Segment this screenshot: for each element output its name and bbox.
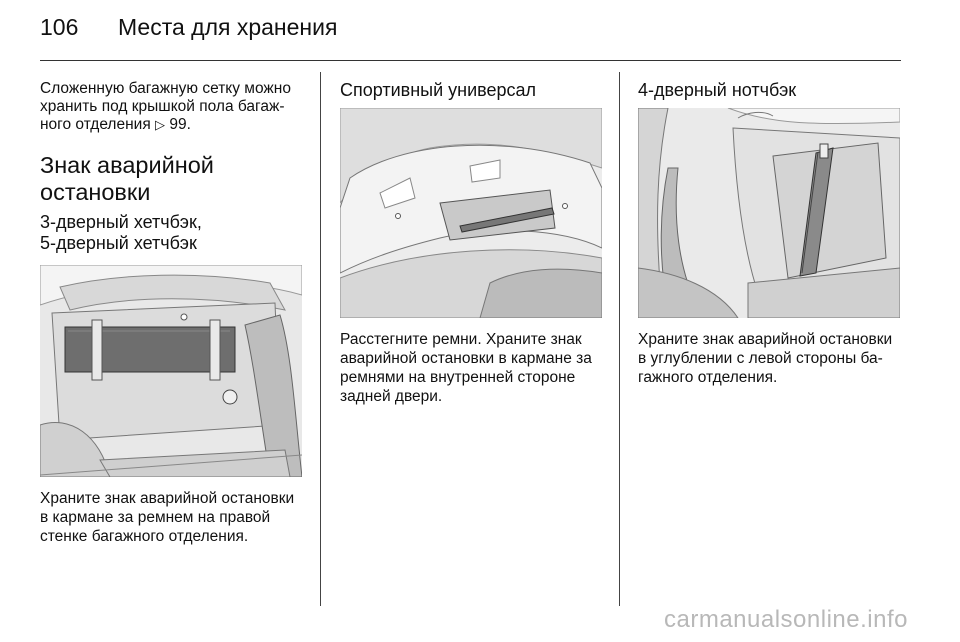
caption-3-line-3: гажного отделения.	[638, 369, 778, 386]
caption-3-line-1: Храните знак аварийной остановки	[638, 331, 893, 348]
caption-2-line-3: ремнями на внутренней стороне	[340, 369, 576, 386]
watermark: carmanualsonline.info	[664, 606, 908, 633]
section-heading-line-1: Знак аварийной	[40, 152, 214, 178]
intro-text-line-2: хранить под крышкой пола багаж-	[40, 98, 285, 115]
notchback-heading: 4-дверный нотчбэк	[638, 80, 797, 100]
arrow-reference-icon: ▷	[155, 117, 166, 132]
sports-tourer-tailgate-illustration	[340, 108, 602, 318]
column-divider-2	[619, 72, 620, 606]
page-header-title: Места для хранения	[118, 14, 338, 40]
subheading-line-2: 5-дверный хетчбэк	[40, 233, 197, 253]
caption-3-line-2: в углублении с левой стороны ба-	[638, 350, 883, 367]
caption-2-line-4: задней двери.	[340, 388, 443, 405]
section-heading-line-2: остановки	[40, 179, 151, 205]
caption-2-line-1: Расстегните ремни. Храните знак	[340, 331, 582, 348]
caption-1-line-3: стенке багажного отделения.	[40, 528, 249, 545]
intro-text-line-3-text: ного отделения	[40, 116, 156, 133]
caption-2-line-2: аварийной остановки в кармане за	[340, 350, 592, 367]
cross-reference-link[interactable]: 99.	[165, 116, 191, 133]
column-divider-1	[320, 72, 321, 606]
hatchback-trunk-illustration	[40, 265, 302, 477]
caption-1-line-1: Храните знак аварийной остановки	[40, 490, 295, 507]
subheading-line-1: 3-дверный хетчбэк,	[40, 212, 202, 232]
notchback-trunk-illustration	[638, 108, 900, 318]
header-divider	[40, 60, 901, 61]
caption-1-line-2: в кармане за ремнем на правой	[40, 509, 271, 526]
intro-text-line-1: Сложенную багажную сетку можно	[40, 80, 291, 97]
intro-text-line-3	[40, 116, 191, 135]
page-number: 106	[40, 14, 79, 40]
sports-tourer-heading: Спортивный универсал	[340, 80, 537, 100]
